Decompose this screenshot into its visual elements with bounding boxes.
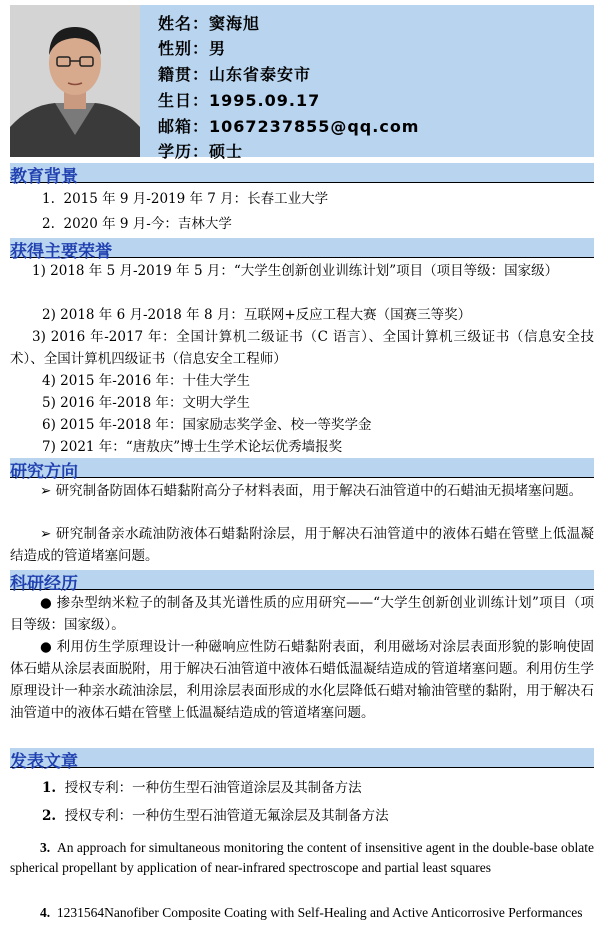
item-number: 1) [32,263,46,279]
item-text: 授权专利：一种仿生型石油管道涂层及其制备方法 [64,780,362,796]
profile-header [10,5,594,161]
section-title: 科研经历 [10,574,78,594]
name-label: 姓名： [158,14,210,33]
list-item [10,903,594,923]
list-item [10,592,594,636]
birth-label: 生日： [158,91,210,110]
list-item [10,805,600,827]
section-title: 教育背景 [10,167,78,187]
item-text: 2020 年 9 月-今：吉林大学 [63,216,232,232]
item-number: 7) [42,439,56,455]
email-label: 邮箱： [158,117,210,136]
gender-row [158,36,226,59]
item-text: 授权专利：一种仿生型石油管道无氟涂层及其制备方法 [64,808,389,824]
list-item [10,326,594,370]
email-row [158,114,419,137]
arrow-bullet-icon: ➢ [40,483,52,499]
list-item [10,304,600,326]
list-item [10,260,594,282]
item-text: An approach for simultaneous monitoring the content of insensitive agent in the double-base oblate spherical propellant by application of near-infrared spectroscope and partial least squares [10,840,594,875]
item-number: 3) [32,329,46,345]
list-item [10,838,594,878]
list-item [10,414,600,436]
item-text: 2015 年-2016 年：十佳大学生 [60,373,251,389]
item-text: 2015 年 9 月-2019 年 7 月：长春工业大学 [63,191,329,207]
gender-value: 男 [209,39,227,58]
item-number: 1. [42,191,55,207]
item-text: 2018 年 5 月-2019 年 5 月：“大学生创新创业训练计划”项目（项目等级：国家级） [50,263,559,279]
list-item [10,436,600,458]
name-value: 窦海旭 [209,14,261,33]
hometown-row [158,62,311,85]
list-item [10,777,600,799]
item-number: 4. [40,905,51,920]
hometown-label: 籍贯： [158,65,210,84]
item-text: 研究制备防固体石蜡黏附高分子材料表面，用于解决石油管道中的石蜡油无损堵塞问题。 [55,483,583,499]
degree-value: 硕士 [209,142,244,161]
list-item [10,213,600,235]
item-number: 6) [42,417,56,433]
item-number: 2. [42,216,55,232]
item-text: 2018 年 6 月-2018 年 8 月：互联网+反应工程大赛（国赛三等奖） [60,307,472,323]
section-publications [10,748,594,772]
dot-bullet-icon: ● [40,639,53,655]
section-education [10,163,594,187]
item-number: 4) [42,373,56,389]
birth-row [158,88,320,111]
section-research [10,458,594,482]
list-item [10,636,594,724]
list-item [10,370,600,392]
section-honors [10,238,594,262]
degree-label: 学历： [158,142,210,161]
item-number: 2) [42,307,56,323]
section-title: 研究方向 [10,462,78,482]
email-value[interactable]: 1067237855@qq.com [209,117,420,136]
item-text: 掺杂型纳米粒子的制备及其光谱性质的应用研究——“大学生创新创业训练计划”项目（项目等级：国家级）。 [10,595,594,633]
item-text: 研究制备亲水疏油防液体石蜡黏附涂层，用于解决石油管道中的液体石蜡在管壁上低温凝结造成的管道堵塞问题。 [10,526,595,564]
hometown-value: 山东省泰安市 [209,65,312,84]
gender-label: 性别： [158,39,210,58]
birth-value: 1995.09.17 [209,91,321,110]
name-row [158,11,260,34]
section-experience [10,570,594,594]
profile-photo [10,5,140,157]
list-item [10,392,600,414]
item-text: 2016 年-2017 年：全国计算机二级证书（C 语言）、全国计算机三级证书（信息安全技术）、全国计算机四级证书（信息安全工程师） [10,329,595,367]
arrow-bullet-icon: ➢ [40,526,52,542]
item-text: 2015 年-2018 年：国家励志奖学金、校一等奖学金 [60,417,372,433]
dot-bullet-icon: ● [40,595,53,611]
item-text: 2021 年：“唐敖庆”博士生学术论坛优秀墙报奖 [60,439,343,455]
item-number: 3. [40,840,51,855]
item-text: 2016 年-2018 年：文明大学生 [60,395,251,411]
list-item [10,188,600,210]
item-number: 5) [42,395,56,411]
list-item [10,480,594,502]
degree-row [158,139,243,162]
item-text: 利用仿生学原理设计一种磁响应性防石蜡黏附表面，利用磁场对涂层表面形貌的影响使固体石蜡从涂层表面脱附，用于解决石油管道中液体石蜡低温凝结造成的管道堵塞问题。利用仿生学原理设计一种亲水疏油涂层，利用涂层表面形成的水化层降低石蜡对输油管壁的黏附，用于解决石油管道中的液体石蜡在管壁上低温凝结造成的管道堵塞问题。 [10,639,595,721]
item-text: 1231564Nanofiber Composite Coating with Self-Healing and Active Anticorrosive Performances [56,905,583,920]
section-title: 获得主要荣誉 [10,242,112,262]
list-item [10,523,594,567]
item-number: 1. [42,780,57,796]
section-title: 发表文章 [10,752,78,772]
item-number: 2. [42,808,57,824]
